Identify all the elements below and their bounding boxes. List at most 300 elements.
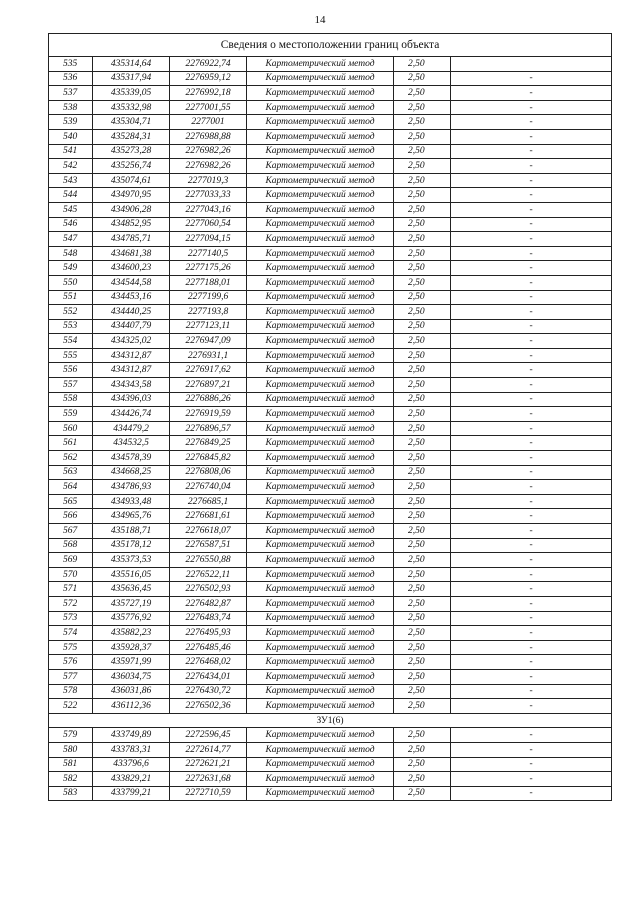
coord-y-cell: 2276468,02 — [170, 655, 247, 670]
coord-y-cell: 2276495,93 — [170, 626, 247, 641]
point-number-cell: 573 — [49, 611, 93, 626]
coord-x-cell: 434312,87 — [93, 348, 170, 363]
table-row — [49, 232, 612, 247]
accuracy-cell: 2,50 — [394, 421, 451, 436]
method-cell: Картометрический метод — [247, 173, 394, 188]
coord-y-cell: 2277175,26 — [170, 261, 247, 276]
note-cell: - — [451, 553, 612, 568]
coord-x-cell: 433783,31 — [93, 742, 170, 757]
table-row — [49, 757, 612, 772]
coord-y-cell: 2272614,77 — [170, 742, 247, 757]
method-cell: Картометрический метод — [247, 378, 394, 393]
coord-y-cell: 2276959,12 — [170, 71, 247, 86]
method-cell: Картометрический метод — [247, 524, 394, 539]
point-number-cell: 559 — [49, 407, 93, 422]
point-number-cell: 553 — [49, 319, 93, 334]
note-cell: - — [451, 392, 612, 407]
coord-y-cell: 2276550,88 — [170, 553, 247, 568]
coord-x-cell: 434440,25 — [93, 305, 170, 320]
note-cell: - — [451, 261, 612, 276]
accuracy-cell: 2,50 — [394, 553, 451, 568]
accuracy-cell: 2,50 — [394, 173, 451, 188]
method-cell: Картометрический метод — [247, 669, 394, 684]
point-number-cell: 537 — [49, 86, 93, 101]
accuracy-cell: 2,50 — [394, 640, 451, 655]
table-row — [49, 786, 612, 801]
table-row — [49, 115, 612, 130]
table-row — [49, 582, 612, 597]
method-cell: Картометрический метод — [247, 742, 394, 757]
accuracy-cell: 2,50 — [394, 684, 451, 699]
table-row — [49, 129, 612, 144]
method-cell: Картометрический метод — [247, 115, 394, 130]
note-cell: - — [451, 305, 612, 320]
accuracy-cell: 2,50 — [394, 261, 451, 276]
point-number-cell: 574 — [49, 626, 93, 641]
coord-y-cell: 2277094,15 — [170, 232, 247, 247]
coord-x-cell: 434965,76 — [93, 509, 170, 524]
point-number-cell: 548 — [49, 246, 93, 261]
coord-x-cell: 434453,16 — [93, 290, 170, 305]
accuracy-cell: 2,50 — [394, 363, 451, 378]
table-row — [49, 626, 612, 641]
table-row — [49, 246, 612, 261]
table-row — [49, 334, 612, 349]
note-cell: - — [451, 757, 612, 772]
note-cell: - — [451, 319, 612, 334]
coord-x-cell: 434785,71 — [93, 232, 170, 247]
coord-y-cell: 2276430,72 — [170, 684, 247, 699]
coord-x-cell: 435273,28 — [93, 144, 170, 159]
note-cell: - — [451, 86, 612, 101]
coord-y-cell: 2276740,04 — [170, 480, 247, 495]
note-cell: - — [451, 538, 612, 553]
point-number-cell: 565 — [49, 494, 93, 509]
accuracy-cell: 2,50 — [394, 188, 451, 203]
note-cell: - — [451, 655, 612, 670]
method-cell: Картометрический метод — [247, 261, 394, 276]
note-cell: - — [451, 509, 612, 524]
coord-y-cell: 2277033,33 — [170, 188, 247, 203]
coord-x-cell: 435332,98 — [93, 100, 170, 115]
accuracy-cell: 2,50 — [394, 334, 451, 349]
coord-y-cell: 2276587,51 — [170, 538, 247, 553]
point-number-cell: 538 — [49, 100, 93, 115]
coord-x-cell: 435776,92 — [93, 611, 170, 626]
table-row — [49, 71, 612, 86]
coord-y-cell: 2276685,1 — [170, 494, 247, 509]
note-cell: - — [451, 334, 612, 349]
accuracy-cell: 2,50 — [394, 217, 451, 232]
table-row — [49, 173, 612, 188]
point-number-cell: 580 — [49, 742, 93, 757]
accuracy-cell: 2,50 — [394, 494, 451, 509]
table-row — [49, 57, 612, 72]
coord-y-cell: 2276681,61 — [170, 509, 247, 524]
note-cell: - — [451, 71, 612, 86]
point-number-cell: 555 — [49, 348, 93, 363]
accuracy-cell: 2,50 — [394, 596, 451, 611]
accuracy-cell: 2,50 — [394, 728, 451, 743]
table-row — [49, 436, 612, 451]
coord-x-cell: 435928,37 — [93, 640, 170, 655]
table-row — [49, 159, 612, 174]
section-row — [49, 713, 612, 728]
method-cell: Картометрический метод — [247, 772, 394, 787]
accuracy-cell: 2,50 — [394, 465, 451, 480]
method-cell: Картометрический метод — [247, 57, 394, 72]
note-cell: - — [451, 480, 612, 495]
method-cell: Картометрический метод — [247, 757, 394, 772]
point-number-cell: 562 — [49, 451, 93, 466]
point-number-cell: 578 — [49, 684, 93, 699]
coord-y-cell: 2272621,21 — [170, 757, 247, 772]
coord-y-cell: 2277060,54 — [170, 217, 247, 232]
accuracy-cell: 2,50 — [394, 290, 451, 305]
table-title: Сведения о местоположении границ объекта — [49, 34, 612, 57]
accuracy-cell: 2,50 — [394, 436, 451, 451]
method-cell: Картометрический метод — [247, 392, 394, 407]
table-title-row — [49, 34, 612, 57]
coord-x-cell: 435178,12 — [93, 538, 170, 553]
accuracy-cell: 2,50 — [394, 626, 451, 641]
method-cell: Картометрический метод — [247, 611, 394, 626]
point-number-cell: 544 — [49, 188, 93, 203]
coord-x-cell: 435314,64 — [93, 57, 170, 72]
method-cell: Картометрический метод — [247, 480, 394, 495]
method-cell: Картометрический метод — [247, 699, 394, 714]
accuracy-cell: 2,50 — [394, 699, 451, 714]
table-row — [49, 202, 612, 217]
note-cell: - — [451, 290, 612, 305]
coord-y-cell: 2276849,25 — [170, 436, 247, 451]
note-cell: - — [451, 494, 612, 509]
method-cell: Картометрический метод — [247, 334, 394, 349]
coord-y-cell: 2272631,68 — [170, 772, 247, 787]
coord-y-cell: 2276897,21 — [170, 378, 247, 393]
point-number-cell: 543 — [49, 173, 93, 188]
coord-y-cell: 2276502,93 — [170, 582, 247, 597]
coord-x-cell: 436031,86 — [93, 684, 170, 699]
coord-x-cell: 434426,74 — [93, 407, 170, 422]
method-cell: Картометрический метод — [247, 684, 394, 699]
method-cell: Картометрический метод — [247, 407, 394, 422]
coord-y-cell: 2277140,5 — [170, 246, 247, 261]
coord-x-cell: 435317,94 — [93, 71, 170, 86]
table-row — [49, 275, 612, 290]
accuracy-cell: 2,50 — [394, 275, 451, 290]
note-cell: - — [451, 363, 612, 378]
point-number-cell: 569 — [49, 553, 93, 568]
coord-y-cell: 2276482,87 — [170, 596, 247, 611]
point-number-cell: 579 — [49, 728, 93, 743]
note-cell: - — [451, 217, 612, 232]
note-cell: - — [451, 684, 612, 699]
method-cell: Картометрический метод — [247, 567, 394, 582]
point-number-cell: 547 — [49, 232, 93, 247]
coord-x-cell: 436034,75 — [93, 669, 170, 684]
note-cell: - — [451, 188, 612, 203]
coord-x-cell: 435284,31 — [93, 129, 170, 144]
coord-x-cell: 435516,05 — [93, 567, 170, 582]
table-row — [49, 465, 612, 480]
note-cell: - — [451, 742, 612, 757]
note-cell: - — [451, 596, 612, 611]
coord-x-cell: 435074,61 — [93, 173, 170, 188]
coord-x-cell: 435188,71 — [93, 524, 170, 539]
coord-x-cell: 434578,39 — [93, 451, 170, 466]
method-cell: Картометрический метод — [247, 86, 394, 101]
method-cell: Картометрический метод — [247, 319, 394, 334]
point-number-cell: 549 — [49, 261, 93, 276]
note-cell: - — [451, 129, 612, 144]
coord-y-cell: 2277001 — [170, 115, 247, 130]
accuracy-cell: 2,50 — [394, 524, 451, 539]
table-row — [49, 363, 612, 378]
note-cell: - — [451, 348, 612, 363]
accuracy-cell: 2,50 — [394, 305, 451, 320]
accuracy-cell: 2,50 — [394, 57, 451, 72]
coord-x-cell: 434396,03 — [93, 392, 170, 407]
table-row — [49, 494, 612, 509]
table-row — [49, 669, 612, 684]
note-cell: - — [451, 451, 612, 466]
note-cell: - — [451, 567, 612, 582]
table-row — [49, 509, 612, 524]
coord-y-cell: 2276808,06 — [170, 465, 247, 480]
accuracy-cell: 2,50 — [394, 129, 451, 144]
method-cell: Картометрический метод — [247, 494, 394, 509]
note-cell: - — [451, 772, 612, 787]
method-cell: Картометрический метод — [247, 596, 394, 611]
coord-y-cell: 2276502,36 — [170, 699, 247, 714]
coord-y-cell: 2276618,07 — [170, 524, 247, 539]
accuracy-cell: 2,50 — [394, 319, 451, 334]
coord-x-cell: 436112,36 — [93, 699, 170, 714]
point-number-cell: 558 — [49, 392, 93, 407]
note-cell: - — [451, 640, 612, 655]
point-number-cell: 556 — [49, 363, 93, 378]
coord-x-cell: 434325,02 — [93, 334, 170, 349]
coord-y-cell: 2272710,59 — [170, 786, 247, 801]
accuracy-cell: 2,50 — [394, 786, 451, 801]
table-row — [49, 261, 612, 276]
point-number-cell: 581 — [49, 757, 93, 772]
accuracy-cell: 2,50 — [394, 71, 451, 86]
table-row — [49, 611, 612, 626]
coord-x-cell: 434600,23 — [93, 261, 170, 276]
point-number-cell: 552 — [49, 305, 93, 320]
table-row — [49, 421, 612, 436]
coord-y-cell: 2276992,18 — [170, 86, 247, 101]
accuracy-cell: 2,50 — [394, 567, 451, 582]
table-row — [49, 655, 612, 670]
coord-y-cell: 2276947,09 — [170, 334, 247, 349]
accuracy-cell: 2,50 — [394, 86, 451, 101]
accuracy-cell: 2,50 — [394, 742, 451, 757]
coord-y-cell: 2277019,3 — [170, 173, 247, 188]
point-number-cell: 571 — [49, 582, 93, 597]
coord-y-cell: 2276845,82 — [170, 451, 247, 466]
accuracy-cell: 2,50 — [394, 772, 451, 787]
boundary-table — [48, 33, 612, 801]
note-cell: - — [451, 611, 612, 626]
point-number-cell: 570 — [49, 567, 93, 582]
coord-x-cell: 434933,48 — [93, 494, 170, 509]
coord-x-cell: 435636,45 — [93, 582, 170, 597]
coord-x-cell: 434343,58 — [93, 378, 170, 393]
method-cell: Картометрический метод — [247, 275, 394, 290]
note-cell: - — [451, 100, 612, 115]
point-number-cell: 563 — [49, 465, 93, 480]
coord-y-cell: 2277193,8 — [170, 305, 247, 320]
method-cell: Картометрический метод — [247, 509, 394, 524]
coord-y-cell: 2272596,45 — [170, 728, 247, 743]
point-number-cell: 568 — [49, 538, 93, 553]
table-row — [49, 742, 612, 757]
method-cell: Картометрический метод — [247, 188, 394, 203]
point-number-cell: 561 — [49, 436, 93, 451]
coord-x-cell: 434786,93 — [93, 480, 170, 495]
method-cell: Картометрический метод — [247, 144, 394, 159]
method-cell: Картометрический метод — [247, 786, 394, 801]
table-row — [49, 392, 612, 407]
method-cell: Картометрический метод — [247, 202, 394, 217]
note-cell: - — [451, 159, 612, 174]
section-label: ЗУ1(6) — [49, 713, 612, 728]
method-cell: Картометрический метод — [247, 655, 394, 670]
table-row — [49, 290, 612, 305]
accuracy-cell: 2,50 — [394, 202, 451, 217]
note-cell: - — [451, 436, 612, 451]
coord-x-cell: 434668,25 — [93, 465, 170, 480]
note-cell: - — [451, 728, 612, 743]
method-cell: Картометрический метод — [247, 538, 394, 553]
point-number-cell: 560 — [49, 421, 93, 436]
note-cell: - — [451, 407, 612, 422]
coord-x-cell: 435339,05 — [93, 86, 170, 101]
coord-y-cell: 2276896,57 — [170, 421, 247, 436]
coord-y-cell: 2276982,26 — [170, 144, 247, 159]
accuracy-cell: 2,50 — [394, 480, 451, 495]
point-number-cell: 551 — [49, 290, 93, 305]
note-cell: - — [451, 144, 612, 159]
coord-x-cell: 435882,23 — [93, 626, 170, 641]
table-row — [49, 348, 612, 363]
accuracy-cell: 2,50 — [394, 144, 451, 159]
note-cell: - — [451, 246, 612, 261]
note-cell: - — [451, 465, 612, 480]
table-row — [49, 100, 612, 115]
table-row — [49, 640, 612, 655]
method-cell: Картометрический метод — [247, 159, 394, 174]
table-row — [49, 699, 612, 714]
method-cell: Картометрический метод — [247, 582, 394, 597]
coord-x-cell: 435971,99 — [93, 655, 170, 670]
table-row — [49, 524, 612, 539]
note-cell: - — [451, 626, 612, 641]
table-row — [49, 553, 612, 568]
accuracy-cell: 2,50 — [394, 392, 451, 407]
note-cell: - — [451, 669, 612, 684]
table-row — [49, 567, 612, 582]
point-number-cell: 550 — [49, 275, 93, 290]
coord-x-cell: 433796,6 — [93, 757, 170, 772]
coord-y-cell: 2276919,59 — [170, 407, 247, 422]
coord-x-cell: 433829,21 — [93, 772, 170, 787]
note-cell: - — [451, 378, 612, 393]
note-cell: - — [451, 173, 612, 188]
table-row — [49, 684, 612, 699]
table-row — [49, 217, 612, 232]
method-cell: Картометрический метод — [247, 640, 394, 655]
table-row — [49, 538, 612, 553]
table-row — [49, 378, 612, 393]
table-row — [49, 728, 612, 743]
table-row — [49, 86, 612, 101]
note-cell: - — [451, 232, 612, 247]
coord-x-cell: 434532,5 — [93, 436, 170, 451]
point-number-cell: 566 — [49, 509, 93, 524]
table-row — [49, 319, 612, 334]
coord-x-cell: 434544,58 — [93, 275, 170, 290]
note-cell: - — [451, 699, 612, 714]
point-number-cell: 539 — [49, 115, 93, 130]
point-number-cell: 522 — [49, 699, 93, 714]
method-cell: Картометрический метод — [247, 232, 394, 247]
note-cell: - — [451, 582, 612, 597]
table-row — [49, 305, 612, 320]
note-cell: - — [451, 421, 612, 436]
coord-y-cell: 2276434,01 — [170, 669, 247, 684]
point-number-cell: 583 — [49, 786, 93, 801]
accuracy-cell: 2,50 — [394, 378, 451, 393]
coord-y-cell: 2276886,26 — [170, 392, 247, 407]
coord-y-cell: 2276931,1 — [170, 348, 247, 363]
coord-x-cell: 435373,53 — [93, 553, 170, 568]
coord-x-cell: 434479,2 — [93, 421, 170, 436]
table-row — [49, 188, 612, 203]
accuracy-cell: 2,50 — [394, 115, 451, 130]
method-cell: Картометрический метод — [247, 100, 394, 115]
coord-x-cell: 434906,28 — [93, 202, 170, 217]
method-cell: Картометрический метод — [247, 553, 394, 568]
table-row — [49, 407, 612, 422]
method-cell: Картометрический метод — [247, 451, 394, 466]
accuracy-cell: 2,50 — [394, 669, 451, 684]
coord-y-cell: 2276522,11 — [170, 567, 247, 582]
point-number-cell: 567 — [49, 524, 93, 539]
note-cell: - — [451, 275, 612, 290]
note-cell: - — [451, 115, 612, 130]
coord-x-cell: 434852,95 — [93, 217, 170, 232]
method-cell: Картометрический метод — [247, 129, 394, 144]
table-row — [49, 480, 612, 495]
accuracy-cell: 2,50 — [394, 159, 451, 174]
coord-x-cell: 434970,95 — [93, 188, 170, 203]
coord-y-cell: 2276982,26 — [170, 159, 247, 174]
accuracy-cell: 2,50 — [394, 348, 451, 363]
point-number-cell: 542 — [49, 159, 93, 174]
coord-y-cell: 2276485,46 — [170, 640, 247, 655]
method-cell: Картометрический метод — [247, 465, 394, 480]
point-number-cell: 557 — [49, 378, 93, 393]
note-cell: - — [451, 524, 612, 539]
point-number-cell: 546 — [49, 217, 93, 232]
coord-y-cell: 2276917,62 — [170, 363, 247, 378]
method-cell: Картометрический метод — [247, 363, 394, 378]
coord-y-cell: 2276988,88 — [170, 129, 247, 144]
